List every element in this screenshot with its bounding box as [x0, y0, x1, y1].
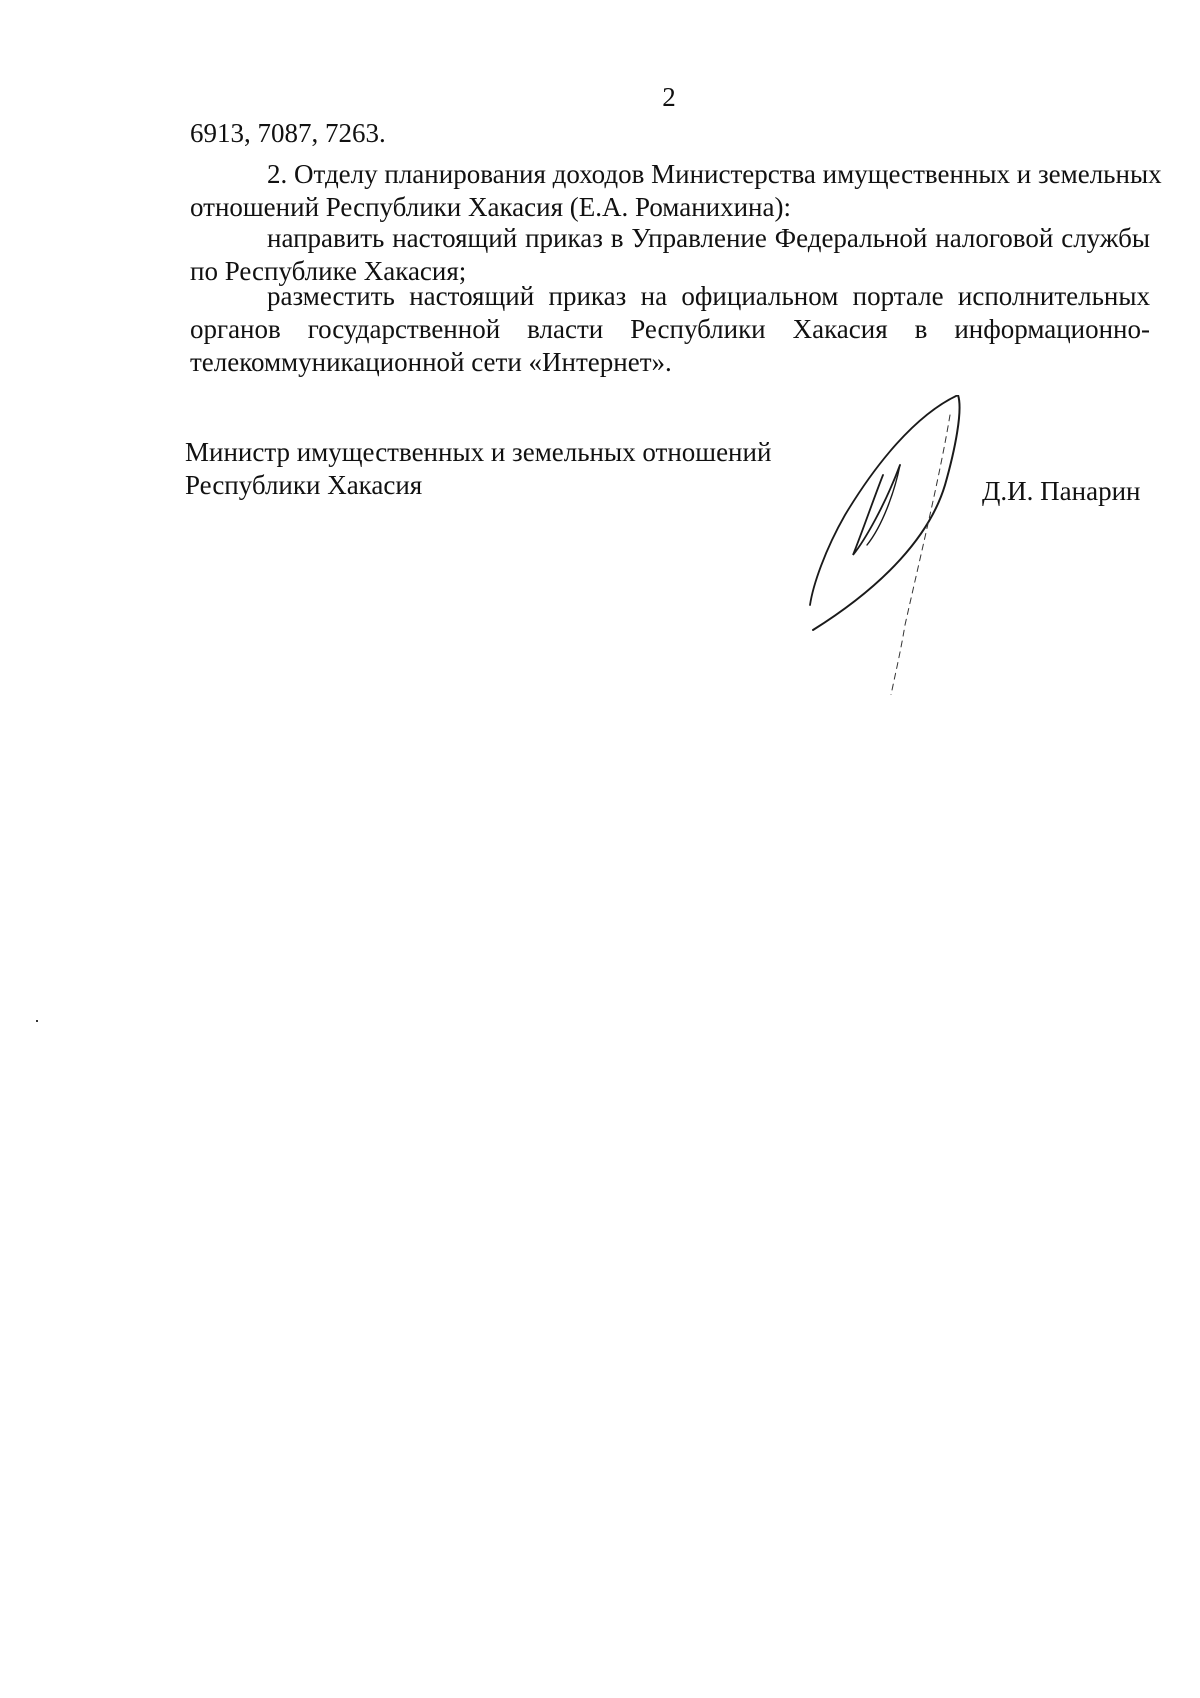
scan-artifact	[36, 1020, 38, 1022]
signatory-title-line: Республики Хакасия	[185, 470, 423, 500]
handwritten-signature	[805, 395, 985, 695]
text-line: направить настоящий приказ в Управление Федеральной налоговой службы	[267, 223, 1150, 253]
signatory-title	[185, 436, 771, 502]
signatory-name: Д.И. Панарин	[982, 476, 1141, 506]
signatory-title-line: Министр имущественных и земельных отношений	[185, 437, 772, 467]
text-line: 6913, 7087, 7263.	[190, 118, 386, 148]
paragraph-4	[190, 280, 1150, 379]
page-number: 2	[662, 82, 676, 112]
text-line: разместить настоящий приказ на официальном портале исполнительных	[267, 281, 1150, 311]
paragraph-2	[190, 158, 1162, 224]
text-line: отношений Республики Хакасия (Е.А. Романихина):	[190, 192, 791, 222]
paragraph-continuation	[190, 117, 1150, 150]
text-line: телекоммуникационной сети «Интернет».	[190, 347, 672, 377]
text-line: органов государственной власти Республики Хакасия в информационно-	[190, 314, 1150, 344]
paragraph-3	[190, 222, 1150, 288]
text-line: 2. Отделу планирования доходов Министерства имущественных и земельных	[267, 159, 1162, 189]
text-line: по Республике Хакасия;	[190, 256, 467, 286]
